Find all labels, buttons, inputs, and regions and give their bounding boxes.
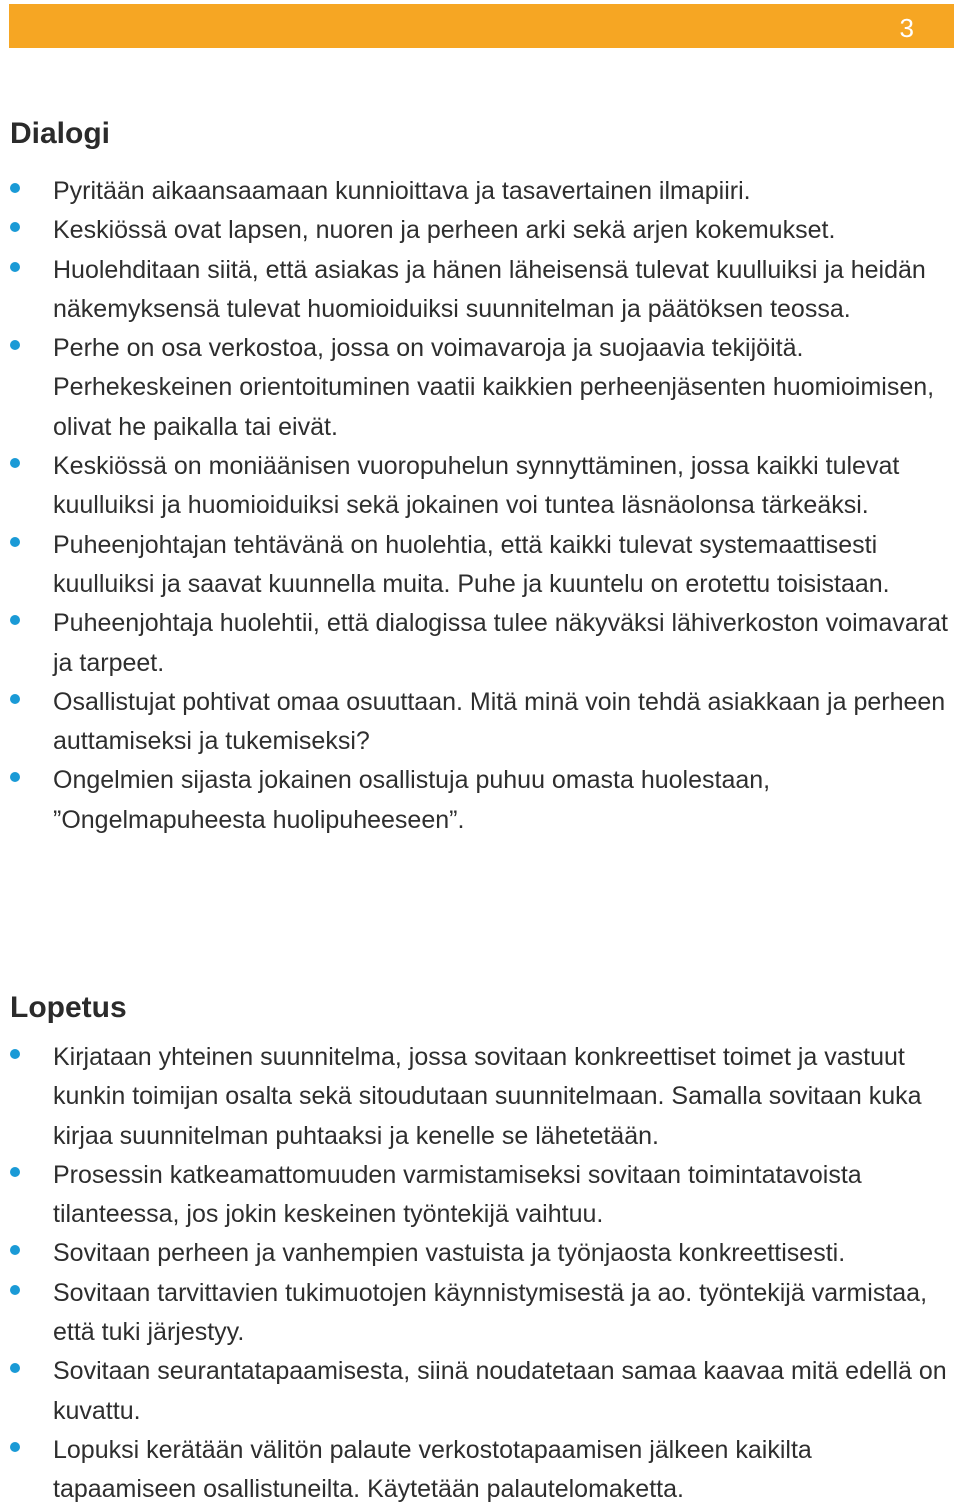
list-item-text: Prosessin katkeamattomuuden varmistamiseksi sovitaan toimintatavoista tilanteessa, jos jokin keskeinen työntekijä vaihtuu. [53,1160,862,1229]
list-item [0,604,948,683]
list-item [0,251,948,330]
list-item-text: Osallistujat pohtivat omaa osuuttaan. Mitä minä voin tehdä asiakkaan ja perheen auttamiseksi ja tukemiseksi? [53,687,946,756]
section-heading-lopetus: Lopetus [10,991,127,1024]
list-item [0,1038,948,1156]
list-item-text: Sovitaan tarvittavien tukimuotojen käynnistymisestä ja ao. työntekijä varmistaa, että tuki järjestyy. [53,1278,928,1347]
list-item [0,526,948,605]
list-item-text: Perhe on osa verkostoa, jossa on voimavaroja ja suojaavia tekijöitä. Perhekeskeinen orientoituminen vaatii kaikkien perheenjäsenten huomioimisen, olivat he paikalla tai eivät. [53,334,935,441]
bullet-icon [10,694,20,704]
list-item-text: Ongelmien sijasta jokainen osallistuja puhuu omasta huolestaan, ”Ongelmapuheesta huolipuheeseen”. [53,766,771,834]
list-item [0,1431,948,1510]
list-item [0,211,948,250]
bullet-icon [10,772,20,782]
list-item [0,447,948,526]
list-item [0,1274,948,1353]
list-item-text: Keskiössä on moniäänisen vuoropuhelun synnyttäminen, jossa kaikki tulevat kuulluiksi ja huomioiduiksi sekä jokainen voi tuntea läsnäolonsa tärkeäksi. [53,452,900,520]
bullet-icon [10,222,20,232]
list-item-text: Sovitaan perheen ja vanhempien vastuista ja työnjaosta konkreettisesti. [53,1239,846,1268]
bullet-icon [10,262,20,272]
list-item-text: Pyritään aikaansaamaan kunnioittava ja tasavertainen ilmapiiri. [53,177,751,205]
bullet-icon [10,615,20,625]
list-item [0,172,948,211]
list-item [0,329,948,447]
lopetus-list [0,1038,948,1510]
bullet-icon [10,340,20,350]
bullet-icon [10,537,20,547]
bullet-icon [10,1285,20,1295]
bullet-icon [10,183,20,193]
list-item-text: Lopuksi kerätään välitön palaute verkostotapaamisen jälkeen kaikilta tapaamiseen osallistuneilta. Käytetään palautelomaketta. [53,1435,812,1504]
list-item [0,761,948,840]
list-item [0,1352,948,1431]
list-item-text: Puheenjohtajan tehtävänä on huolehtia, että kaikki tulevat systemaattisesti kuulluiksi ja saavat kuunnella muita. Puhe ja kuuntelu on erotettu toisistaan. [53,530,890,598]
list-item-text: Keskiössä ovat lapsen, nuoren ja perheen arki sekä arjen kokemukset. [53,216,836,245]
dialogi-list [0,172,948,840]
bullet-icon [10,1245,20,1255]
list-item-text: Kirjataan yhteinen suunnitelma, jossa sovitaan konkreettiset toimet ja vastuut kunkin toimijan osalta sekä sitoudutaan suunnitelmaan. Samalla sovitaan kuka kirjaa suunnitelman puhtaaksi ja kenelle se lähetetään. [53,1043,922,1150]
list-item [0,1234,948,1273]
section-heading-dialogi: Dialogi [10,117,111,150]
bullet-icon [10,1363,20,1373]
list-item-text: Sovitaan seurantatapaamisesta, siinä noudatetaan samaa kaavaa mitä edellä on kuvattu. [53,1357,947,1425]
bullet-icon [10,1049,20,1059]
list-item-text: Puheenjohtaja huolehtii, että dialogissa tulee näkyväksi lähiverkoston voimavarat ja tarpeet. [53,609,948,677]
page-number: 3 [899,13,914,43]
bullet-icon [10,458,20,468]
list-item [0,683,948,762]
list-item-text: Huolehditaan siitä, että asiakas ja hänen läheisensä tulevat kuulluiksi ja heidän näkemyksensä tulevat huomioiduiksi suunnitelman ja päätöksen teossa. [53,255,926,323]
bullet-icon [10,1442,20,1452]
header-bar [9,4,954,48]
bullet-icon [10,1167,20,1177]
list-item [0,1156,948,1235]
